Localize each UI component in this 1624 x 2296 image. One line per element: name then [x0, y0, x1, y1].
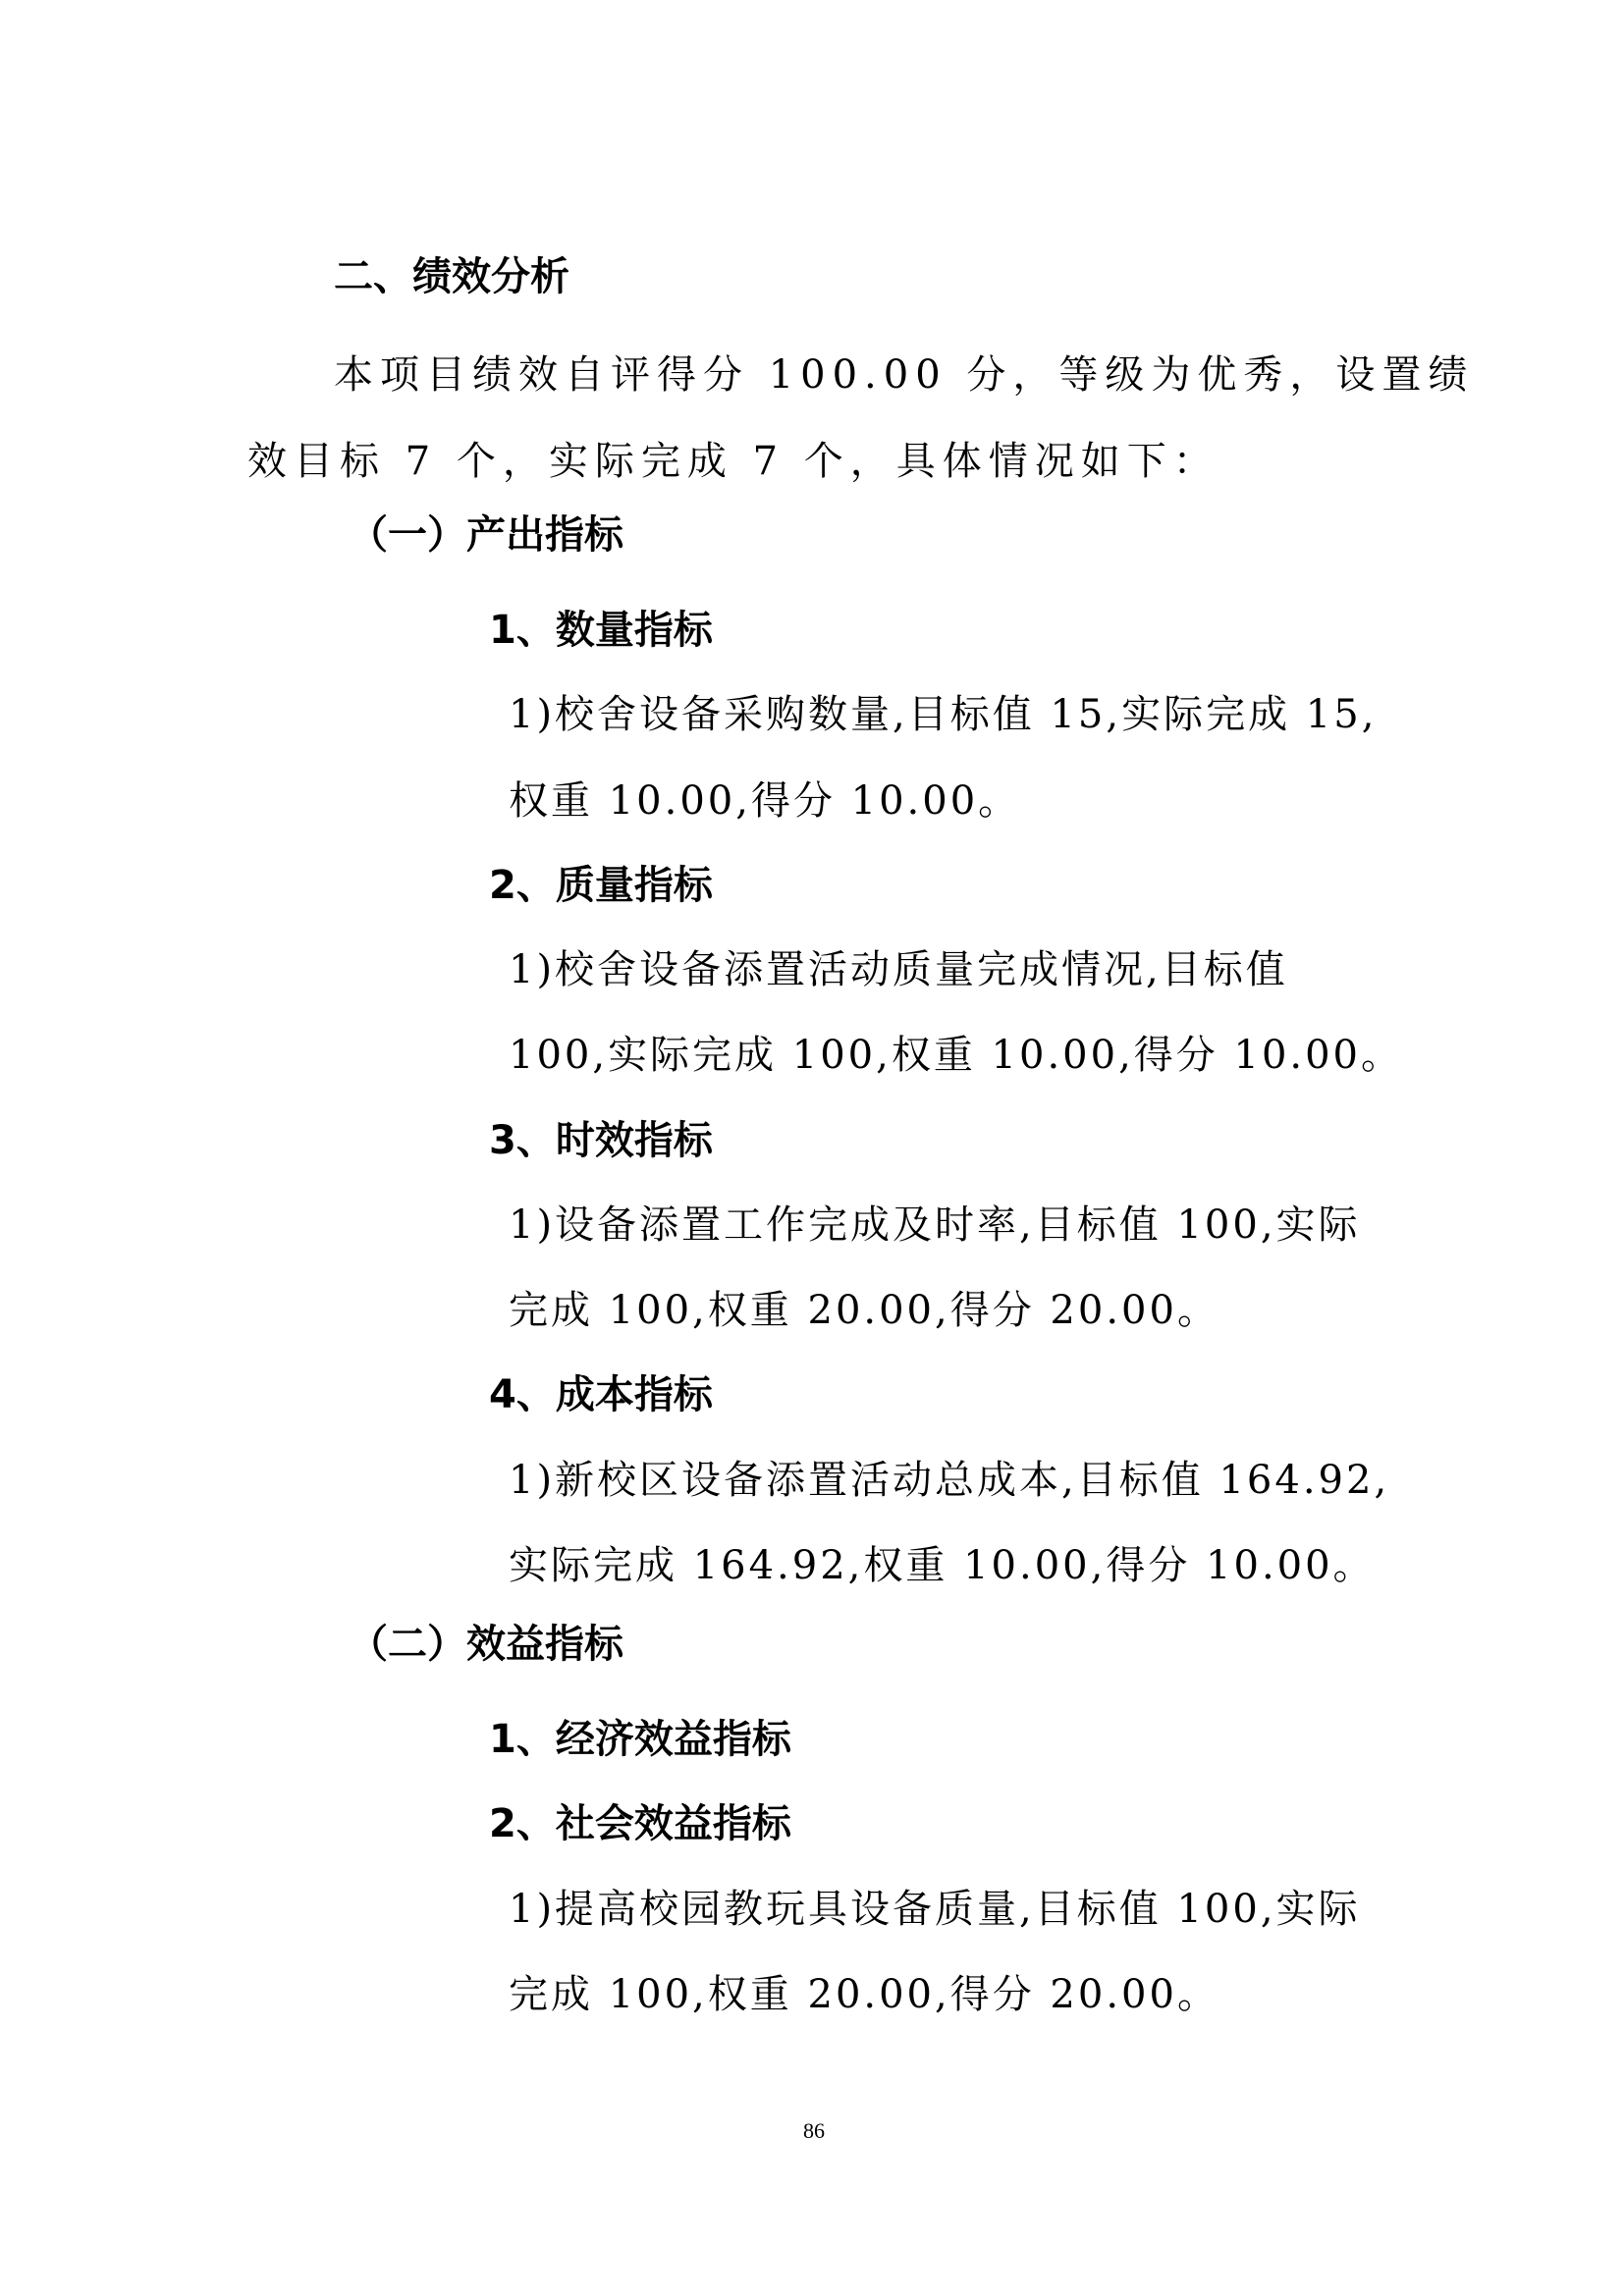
quality-item-line-1: 1)校舍设备添置活动质量完成情况,目标值 [509, 947, 1288, 992]
cost-indicator-heading: 4、成本指标 [489, 1372, 713, 1417]
cost-item-line-1: 1)新校区设备添置活动总成本,目标值 164.92, [509, 1458, 1390, 1503]
section-title: 二、绩效分析 [334, 254, 569, 299]
quantity-item-line-2: 权重 10.00,得分 10.00。 [509, 778, 1021, 824]
quantity-item-line-1: 1)校舍设备采购数量,目标值 15,实际完成 15, [509, 692, 1378, 737]
cost-item-line-2: 实际完成 164.92,权重 10.00,得分 10.00。 [509, 1543, 1376, 1588]
intro-line-2: 效目标 7 个，实际完成 7 个，具体情况如下： [247, 439, 1219, 484]
social-item-line-1: 1)提高校园教玩具设备质量,目标值 100,实际 [509, 1887, 1361, 1932]
quality-indicator-heading: 2、质量指标 [489, 863, 713, 908]
intro-line-1: 本项目绩效自评得分 100.00 分，等级为优秀，设置绩 [334, 352, 1475, 398]
benefit-indicators-heading: （二）效益指标 [349, 1622, 623, 1667]
economic-benefit-heading: 1、经济效益指标 [489, 1717, 791, 1762]
page-number: 86 [803, 2118, 825, 2143]
social-benefit-heading: 2、社会效益指标 [489, 1801, 791, 1846]
output-indicators-heading: （一）产出指标 [349, 512, 623, 558]
timeliness-item-line-1: 1)设备添置工作完成及时率,目标值 100,实际 [509, 1202, 1361, 1248]
quality-item-line-2: 100,实际完成 100,权重 10.00,得分 10.00。 [509, 1033, 1404, 1078]
timeliness-indicator-heading: 3、时效指标 [489, 1118, 713, 1163]
quantity-indicator-heading: 1、数量指标 [489, 608, 713, 653]
timeliness-item-line-2: 完成 100,权重 20.00,得分 20.00。 [509, 1288, 1219, 1333]
social-item-line-2: 完成 100,权重 20.00,得分 20.00。 [509, 1972, 1219, 2017]
